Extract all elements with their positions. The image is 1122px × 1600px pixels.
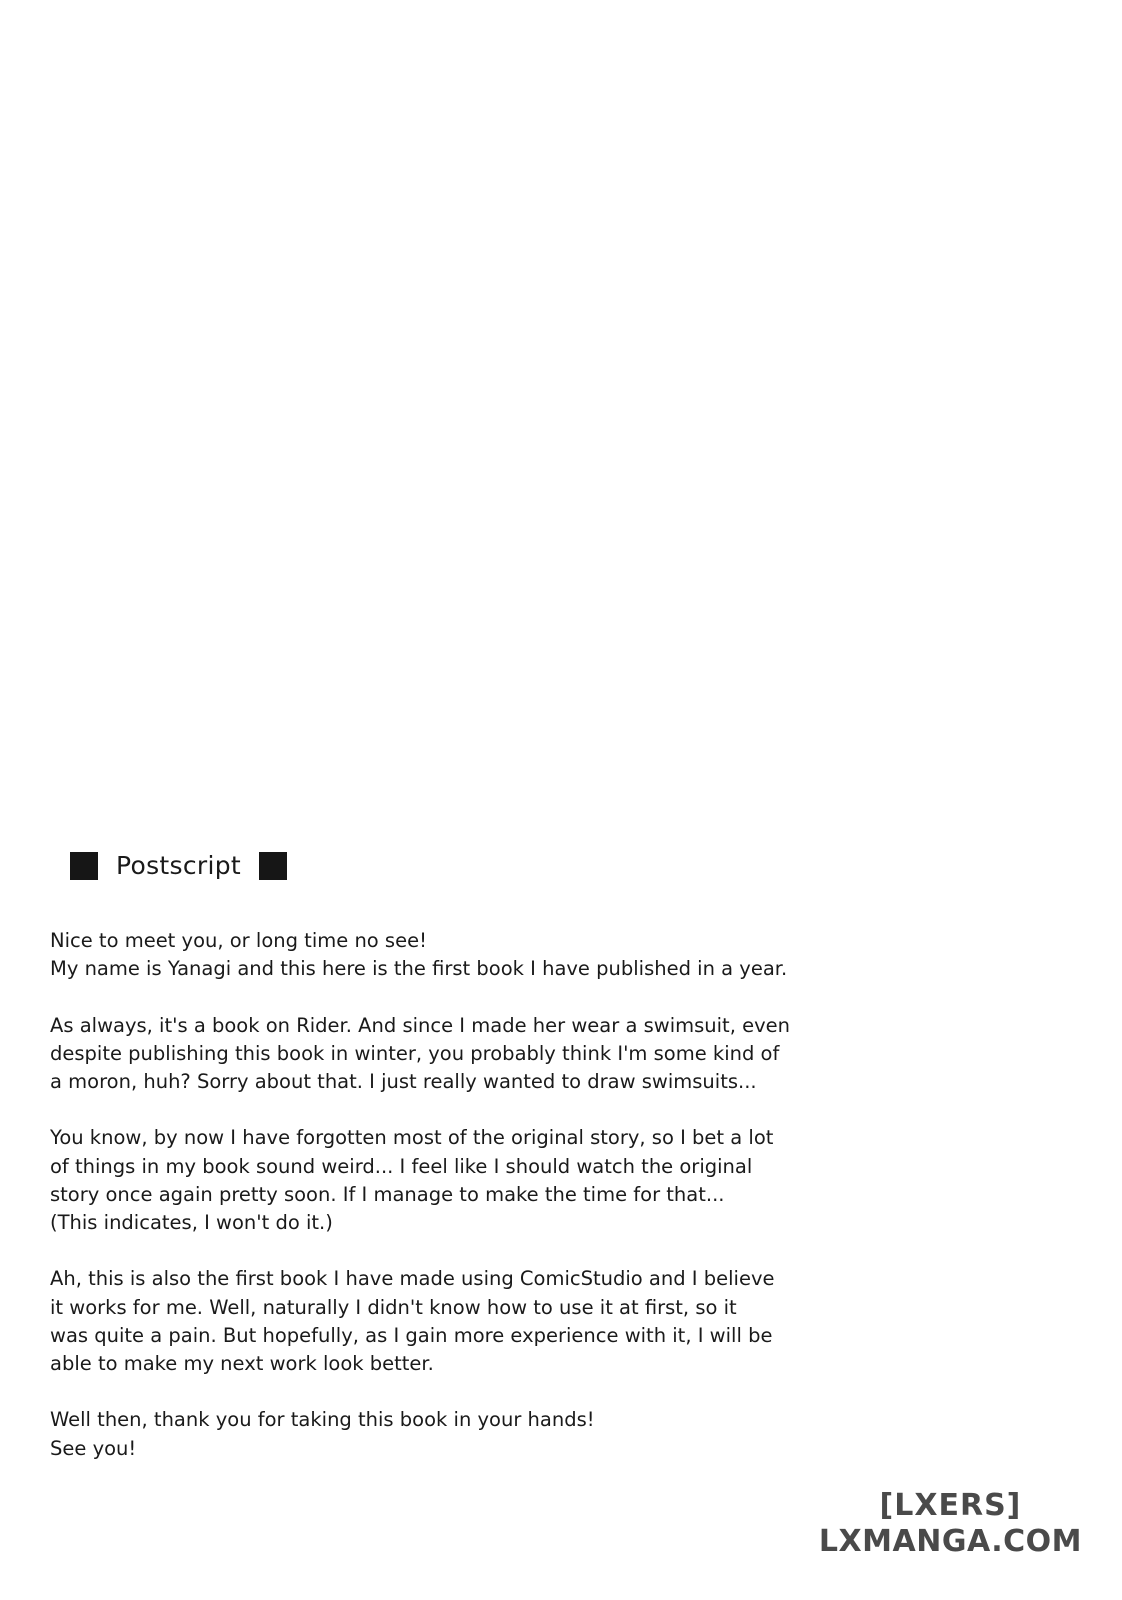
postscript-heading [70, 851, 287, 881]
text-line: See you! [50, 1436, 137, 1460]
watermark-group-name: [LXERS] [879, 1488, 1022, 1523]
text-line: despite publishing this book in winter, you probably think I'm some kind of [50, 1041, 780, 1065]
text-line: of things in my book sound weird... I feel like I should watch the original [50, 1154, 753, 1178]
paragraph-farewell [50, 1406, 880, 1462]
paragraph-comicstudio [50, 1265, 880, 1378]
text-line: You know, by now I have forgotten most of the original story, so I bet a lot [50, 1126, 774, 1150]
paragraph-story [50, 1124, 880, 1237]
postscript-body [50, 927, 880, 1491]
text-line: a moron, huh? Sorry about that. I just really wanted to draw swimsuits... [50, 1070, 757, 1093]
site-watermark [819, 1488, 1082, 1560]
text-line: As always, it's a book on Rider. And since I made her wear a swimsuit, even [50, 1013, 790, 1037]
text-line: able to make my next work look better. [50, 1352, 434, 1375]
text-line: Ah, this is also the first book I have made using ComicStudio and I believe [50, 1267, 775, 1291]
text-line: (This indicates, I won't do it.) [50, 1211, 333, 1234]
text-line: it works for me. Well, naturally I didn't know how to use it at first, so it [50, 1295, 737, 1319]
postscript-title: Postscript [116, 851, 241, 880]
paragraph-rider [50, 1012, 880, 1097]
watermark-site-url: LXMANGA.COM [818, 1524, 1082, 1559]
text-line: Nice to meet you, or long time no see! [50, 929, 427, 952]
right-square-bullet-icon [259, 852, 287, 880]
text-line: My name is Yanagi and this here is the first book I have published in a year. [50, 957, 788, 981]
text-line: story once again pretty soon. If I manage to make the time for that... [50, 1182, 725, 1206]
text-line: Well then, thank you for taking this book in your hands! [50, 1408, 595, 1432]
left-square-bullet-icon [70, 852, 98, 880]
paragraph-greeting [50, 927, 880, 983]
text-line: was quite a pain. But hopefully, as I gain more experience with it, I will be [50, 1323, 773, 1347]
